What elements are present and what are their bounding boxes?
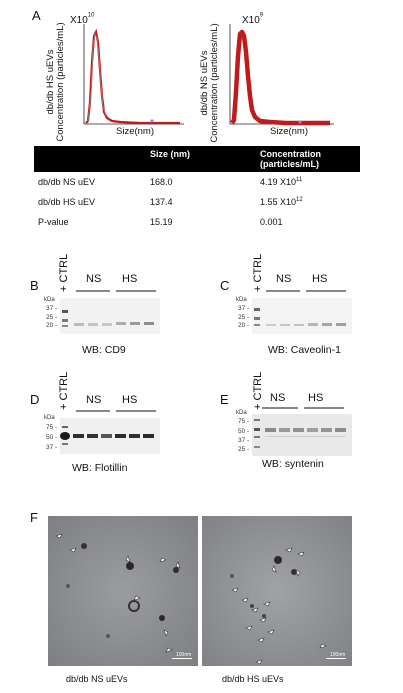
blot-b-group-bars — [76, 289, 158, 293]
blot-d-wb-label: WB: Flotillin — [72, 462, 128, 474]
table-cell-size: 168.0 — [150, 177, 173, 187]
table-header-sample — [34, 146, 146, 172]
em-caption-ns: db/db NS uEVs — [66, 674, 128, 684]
table-cell-label: db/db HS uEV — [38, 197, 96, 207]
blot-e-marker-75: 75 - — [238, 418, 250, 425]
nta-plot-1-ylabel: db/db HS uEVs Concentration (particles/mL) — [45, 22, 66, 142]
table-cell-label: db/db NS uEV — [38, 177, 96, 187]
nta-plot-2-exponent: $X10^9$ — [242, 12, 264, 26]
blot-e-hs-label: HS — [308, 392, 324, 404]
nta-table — [34, 146, 360, 232]
blot-e-wb-label: WB: syntenin — [262, 458, 324, 470]
blot-c-wb-label: WB: Caveolin-1 — [268, 344, 341, 356]
table-cell-size: 137.4 — [150, 197, 173, 207]
blot-b-ns-label: NS — [86, 273, 102, 285]
table-cell-size: 15.19 — [150, 217, 173, 227]
em-image-ns — [48, 516, 198, 666]
blot-b-marker-20: 20 - — [46, 322, 58, 329]
table-header-row — [34, 146, 360, 172]
blot-c-marker-25: 25 - — [238, 314, 250, 321]
blot-d-hs-label: HS — [122, 394, 138, 406]
nta-plot-1-exponent: $X10^{10}$ — [70, 12, 95, 26]
blot-b-image — [60, 298, 160, 334]
nta-plot-2-ylabel: db/db NS uEVs Concentration (particles/mL) — [199, 23, 220, 143]
nta-plot-2 — [226, 22, 338, 130]
blot-d-marker-50: 50 - — [46, 434, 58, 441]
table-header-concentration: Concentration (particles/mL) — [256, 146, 360, 172]
table-cell-concentration: 0.001 — [260, 217, 283, 227]
blot-d-kda: kDa — [44, 415, 55, 421]
blot-e-marker-50: 50 - — [238, 428, 250, 435]
blot-b-kda: kDa — [44, 297, 55, 303]
blot-d-image — [60, 418, 160, 454]
blot-c-kda: kDa — [236, 297, 247, 303]
blot-b-ctrl-label: + CTRL — [58, 253, 70, 292]
blot-c-marker-37: 37 - — [238, 305, 250, 312]
em-image-hs — [202, 516, 352, 666]
table-row — [34, 192, 360, 212]
blot-c-image — [252, 298, 352, 334]
blot-c-marker-20: 20 - — [238, 322, 250, 329]
nta-plot-2-curve — [232, 32, 330, 123]
blot-c-group-bars — [266, 289, 348, 293]
blot-d-marker-37: 37 - — [46, 444, 58, 451]
nta-plot-1 — [80, 22, 188, 130]
blot-d-ns-label: NS — [86, 394, 102, 406]
panel-label-a: A — [32, 8, 41, 23]
blot-e-image — [252, 414, 352, 456]
em-caption-hs: db/db HS uEVs — [222, 674, 284, 684]
blot-e-ns-label: NS — [270, 392, 286, 404]
blot-c-ctrl-label: + CTRL — [252, 253, 264, 292]
em-image-hs-content — [202, 516, 352, 666]
nta-plot-1-xlabel: Size(nm) — [116, 126, 155, 137]
blot-d-marker-75: 75 - — [46, 424, 58, 431]
panel-label-e: E — [220, 392, 229, 407]
blot-e-ctrl-label: + CTRL — [252, 371, 264, 410]
nta-plot-2-xlabel: Size(nm) — [270, 126, 309, 137]
blot-b-marker-37: 37 - — [46, 305, 58, 312]
blot-d-ctrl-label: + CTRL — [58, 371, 70, 410]
table-row — [34, 172, 360, 192]
panel-label-f: F — [30, 510, 38, 525]
table-cell-concentration: 4.19 $X10^{11}$ — [260, 177, 303, 187]
table-cell-concentration: 1.55 $X10^{12}$ — [260, 197, 303, 207]
table-cell-label: P-value — [38, 217, 69, 227]
panel-label-b: B — [30, 278, 39, 293]
blot-b-hs-label: HS — [122, 273, 138, 285]
em-image-ns-content — [48, 516, 198, 666]
blot-c-hs-label: HS — [312, 273, 328, 285]
blot-b-wb-label: WB: CD9 — [82, 344, 126, 356]
table-header-size: Size (nm) — [146, 146, 256, 172]
panel-label-c: C — [220, 278, 230, 293]
blot-e-group-bars — [262, 406, 346, 410]
blot-e-kda: kDa — [236, 410, 247, 416]
blot-e-marker-37: 37 - — [238, 437, 250, 444]
table-row — [34, 212, 360, 232]
blot-e-marker-25: 25 - — [238, 446, 250, 453]
blot-b-marker-25: 25 - — [46, 314, 58, 321]
panel-label-d: D — [30, 392, 40, 407]
em-hs-scalebar-label: 100nm — [330, 652, 346, 658]
blot-d-group-bars — [76, 409, 158, 413]
em-ns-scalebar-label: 100nm — [176, 652, 192, 658]
blot-c-ns-label: NS — [276, 273, 292, 285]
